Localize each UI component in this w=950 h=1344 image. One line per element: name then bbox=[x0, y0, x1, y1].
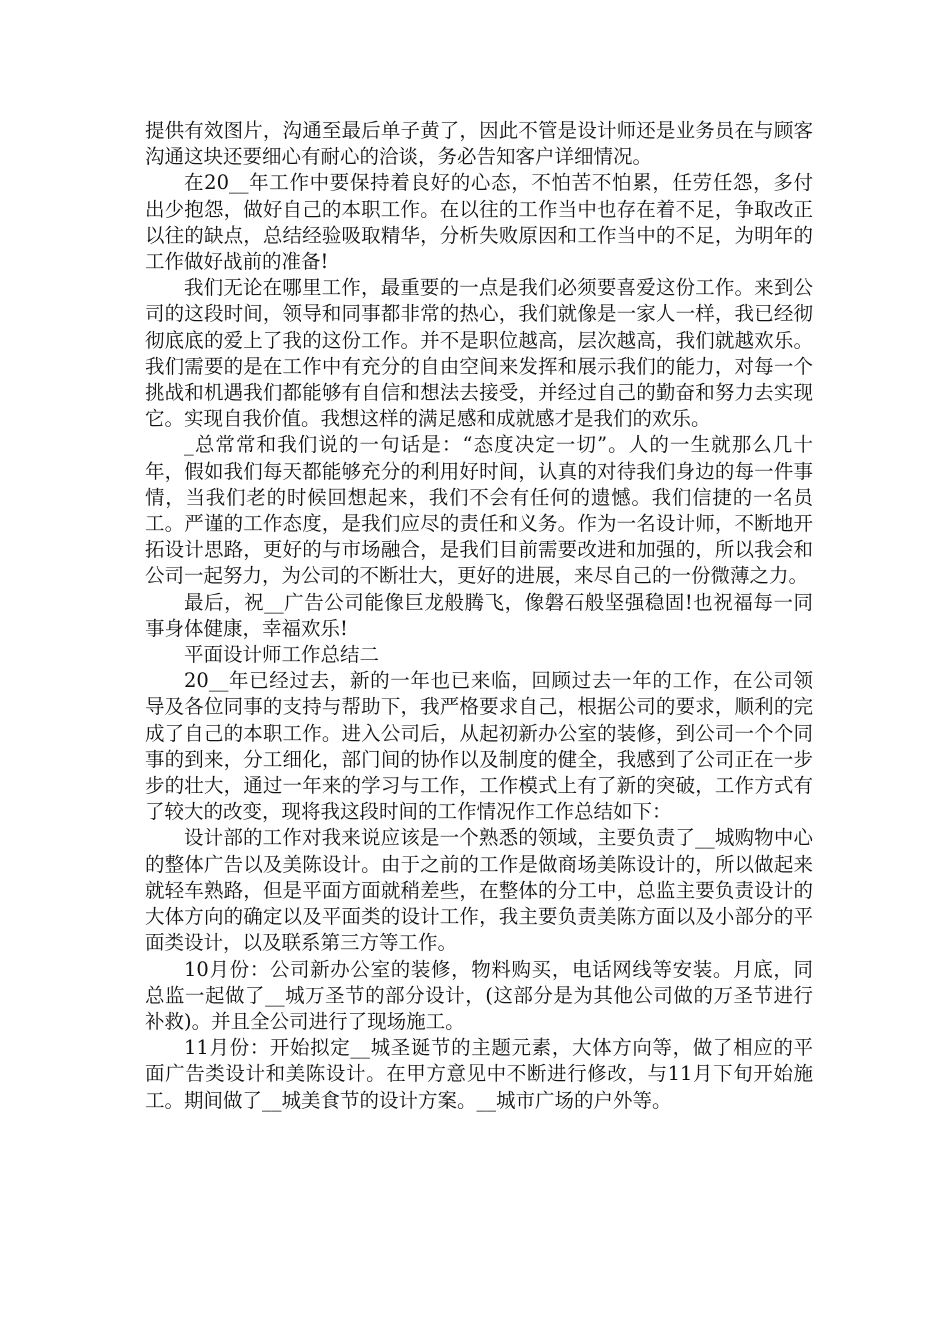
paragraph-continued-intro: 提供有效图片，沟通至最后单子黄了，因此不管是设计师还是业务员在与顾客沟通这块还要细心有耐心的洽谈，务必告知客户详细情况。 bbox=[145, 119, 813, 169]
paragraph-mindset: 在20__年工作中要保持着良好的心态，不怕苦不怕累，任劳任怨，多付出少抱怨，做好自己的本职工作。在以往的工作当中也存在着不足，争取改正以往的缺点，总结经验吸取精华，分析失败原因和工作当中的不足，为明年的工作做好战前的准备! bbox=[145, 171, 813, 274]
paragraph-attitude: _总常常和我们说的一句话是：“态度决定一切”。人的一生就那么几十年，假如我们每天都能够充分的利用好时间，认真的对待我们身边的每一件事情，当我们老的时候回想起来，我们不会有任何的遗憾。我们信捷的一名员工。严谨的工作态度，是我们应尽的责任和义务。作为一名设计师，不断地开拓设计思路，更好的与市场融合，是我们目前需要改进和加强的，所以我会和公司一起努力，为公司的不断壮大，更好的进展，来尽自己的一份微薄之力。 bbox=[145, 433, 813, 588]
paragraph-year-review: 20__年已经过去，新的一年也已来临，回顾过去一年的工作，在公司领导及各位同事的支持与帮助下，我严格要求自己，根据公司的要求，顺利的完成了自己的本职工作。进入公司后，从起初新办公室的装修，到公司一个个同事的到来，分工细化，部门间的协作以及制度的健全，我感到了公司正在一步步的壮大，通过一年来的学习与工作，工作模式上有了新的突破，工作方式有了较大的改变，现将我这段时间的工作情况作工作总结如下： bbox=[145, 669, 813, 824]
paragraph-love-work: 我们无论在哪里工作，最重要的一点是我们必须要喜爱这份工作。来到公司的这段时间，领导和同事都非常的热心，我们就像是一家人一样，我已经彻彻底底的爱上了我的这份工作。并不是职位越高，层次越高，我们就越欢乐。我们需要的是在工作中有充分的自由空间来发挥和展示我们的能力，对每一个挑战和机遇我们都能够有自信和想法去接受，并经过自己的勤奋和努力去实现它。实现自我价值。我想这样的满足感和成就感才是我们的欢乐。 bbox=[145, 276, 813, 431]
document-body bbox=[145, 118, 813, 1114]
paragraph-closing-wishes: 最后，祝__广告公司能像巨龙般腾飞，像磐石般坚强稳固!也祝福每一同事身体健康，幸福欢乐! bbox=[145, 590, 813, 640]
section-title-summary-two: 平面设计师工作总结二 bbox=[184, 643, 380, 667]
paragraph-design-dept: 设计部的工作对我来说应该是一个熟悉的领域，主要负责了__城购物中心的整体广告以及美陈设计。由于之前的工作是做商场美陈设计的，所以做起来就轻车熟路，但是平面方面就稍差些，在整体的分工中，总监主要负责设计的大体方向的确定以及平面类的设计工作，我主要负责美陈方面以及小部分的平面类设计，以及联系第三方等工作。 bbox=[145, 826, 813, 955]
paragraph-november: 11月份：开始拟定__城圣诞节的主题元素，大体方向等，做了相应的平面广告类设计和美陈设计。在甲方意见中不断进行修改，与11月下旬开始施工。期间做了__城美食节的设计方案。__城市广场的户外等。 bbox=[145, 1036, 813, 1112]
paragraph-october: 10月份：公司新办公室的装修，物料购买，电话网线等安装。月底，同总监一起做了__城万圣节的部分设计，(这部分是为其他公司做的万圣节进行补救)。并且全公司进行了现场施工。 bbox=[145, 957, 813, 1033]
